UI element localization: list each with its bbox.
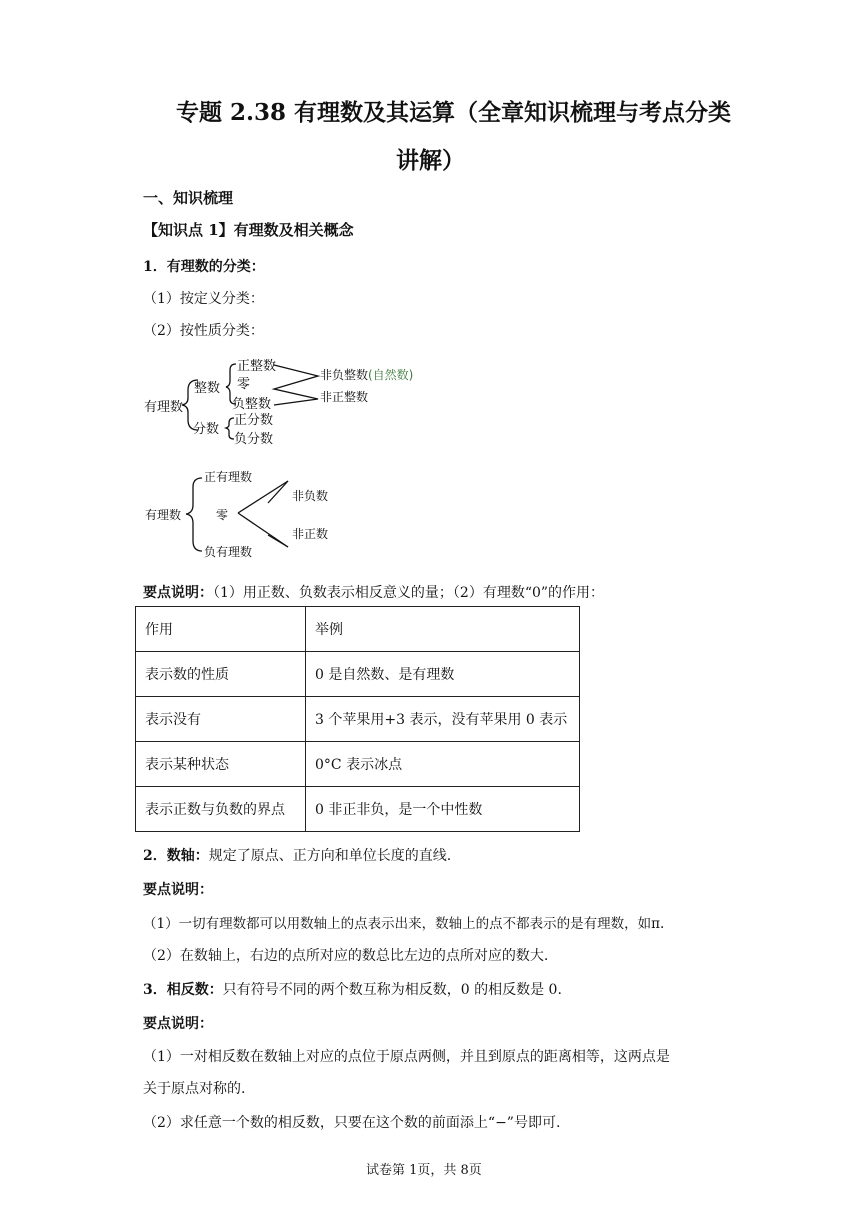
item3: [143, 979, 562, 999]
section-heading: 一、知识梳理: [143, 189, 234, 207]
knowledge-point-bracket: 【知识点 1】: [143, 221, 234, 239]
d1-fraction: 分数: [193, 422, 220, 437]
d2-nonneg: 非负数: [292, 489, 329, 503]
table-cell: 表示数的性质: [136, 652, 306, 697]
item2-label: 2．数轴：: [143, 848, 209, 864]
note2-p1: （1）一切有理数都可以用数轴上的点表示出来，数轴上的点不都表示的是有理数，如π.: [143, 916, 665, 932]
table-row: [136, 787, 580, 832]
d1-nonpos-int: 非正整数: [320, 390, 369, 404]
item1-sub1: （1）按定义分类：: [143, 291, 264, 307]
table-row: [136, 697, 580, 742]
d1-root: 有理数: [144, 400, 184, 415]
page-footer: 试卷第 1页，共 8页: [366, 1163, 482, 1178]
table-cell: 0 非正非负，是一个中性数: [306, 787, 580, 832]
document-title-line2: 讲解）: [396, 147, 465, 174]
table-cell: 0 是自然数、是有理数: [306, 652, 580, 697]
d2-nonpos: 非正数: [292, 527, 329, 541]
note1: [143, 582, 604, 602]
note2-label: 要点说明：: [143, 882, 213, 898]
knowledge-point-heading: [143, 219, 354, 240]
item1-title: 1．有理数的分类：: [143, 259, 265, 275]
note2-p2: （2）在数轴上，右边的点所对应的数总比左边的点所对应的数大.: [143, 948, 549, 964]
zero-role-table: [135, 606, 580, 832]
note1-label: 要点说明：: [143, 585, 213, 601]
table-cell: 表示正数与负数的界点: [136, 787, 306, 832]
classification-diagram-property: [140, 465, 360, 565]
d1-pos-int: 正整数: [237, 359, 277, 374]
d1-integer: 整数: [194, 381, 221, 396]
note3-label: 要点说明：: [143, 1016, 213, 1032]
note1-text: （1）用正数、负数表示相反意义的量；（2）有理数“0”的作用：: [213, 585, 605, 601]
d2-pos: 正有理数: [204, 470, 253, 484]
d1-nonneg-int: 非负整数: [320, 368, 369, 382]
d1-pos-frac: 正分数: [234, 413, 274, 428]
table-cell: 表示某种状态: [136, 742, 306, 787]
knowledge-point-title: 有理数及相关概念: [233, 221, 354, 239]
table-row: [136, 607, 580, 652]
d2-zero: 零: [216, 508, 229, 522]
table-cell: 0°C 表示冰点: [306, 742, 580, 787]
table-row: [136, 742, 580, 787]
item2: [143, 845, 451, 865]
document-title-line1: 专题 2.38 有理数及其运算（全章知识梳理与考点分类: [176, 99, 732, 126]
classification-diagram-definition: [138, 352, 438, 452]
item1-sub2: （2）按性质分类：: [143, 323, 264, 339]
note3-p1a: （1）一对相反数在数轴上对应的点位于原点两侧，并且到原点的距离相等，这两点是: [143, 1049, 670, 1065]
d1-natural: (自然数): [368, 368, 414, 382]
item2-text: 规定了原点、正方向和单位长度的直线.: [208, 848, 452, 864]
d1-neg-int: 负整数: [232, 397, 272, 412]
item3-label: 3．相反数：: [143, 982, 223, 998]
d2-root: 有理数: [145, 508, 182, 522]
item3-text: 只有符号不同的两个数互称为相反数，0 的相反数是 0.: [222, 982, 562, 998]
d1-neg-frac: 负分数: [234, 432, 274, 447]
table-row: [136, 652, 580, 697]
d2-neg: 负有理数: [204, 545, 253, 559]
table-cell: 表示没有: [136, 697, 306, 742]
table-cell: 作用: [136, 607, 306, 652]
note3-p2: （2）求任意一个数的相反数，只要在这个数的前面添上“−”号即可.: [143, 1115, 561, 1131]
table-cell: 3 个苹果用+3 表示，没有苹果用 0 表示: [306, 697, 580, 742]
note3-p1b: 关于原点对称的.: [143, 1081, 246, 1097]
table-cell: 举例: [306, 607, 580, 652]
d1-zero: 零: [237, 377, 251, 392]
